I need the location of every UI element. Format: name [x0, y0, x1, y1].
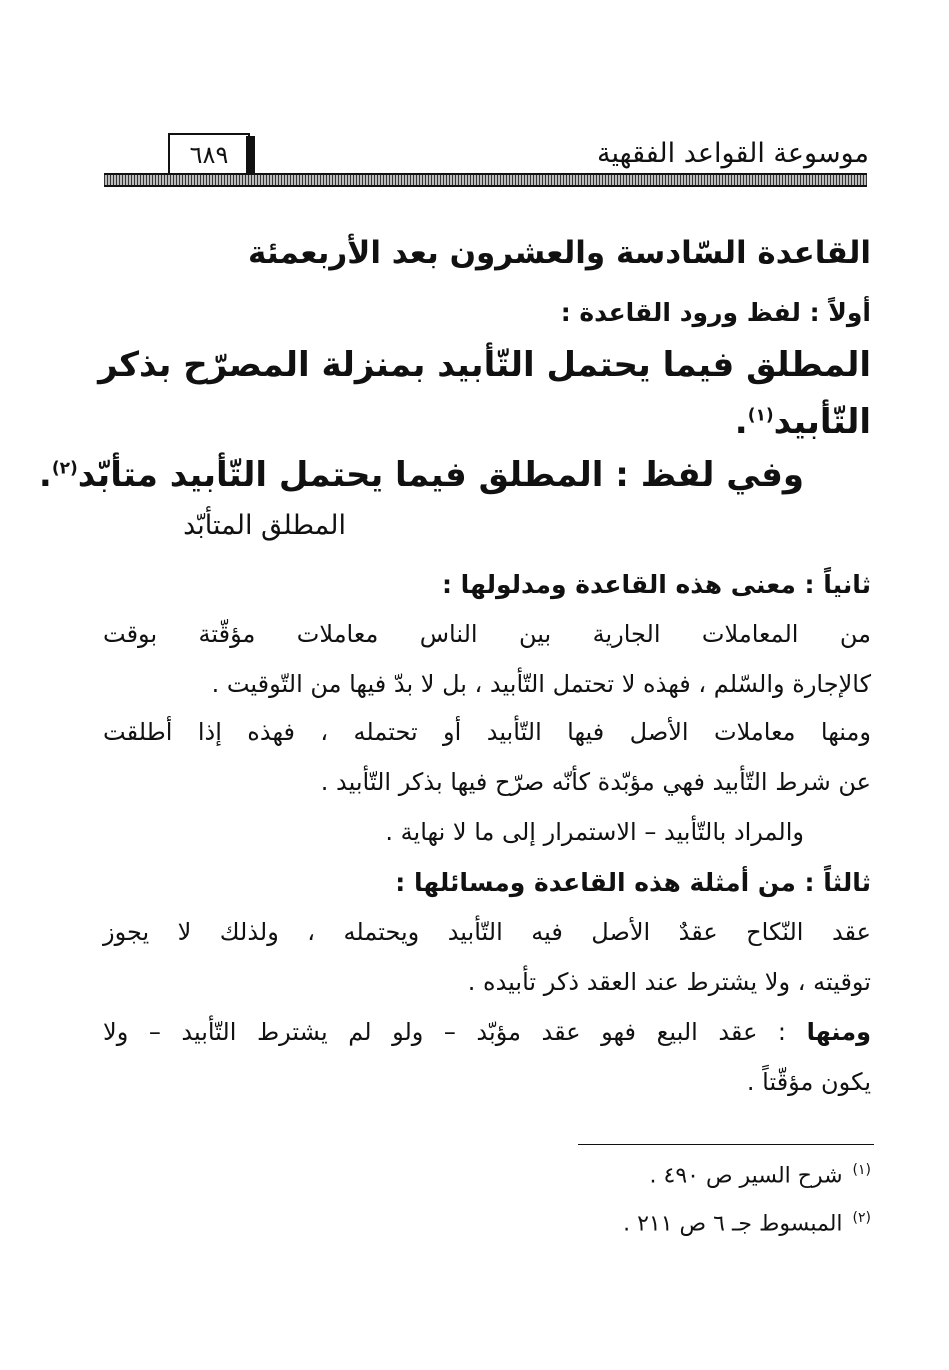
section3-example2-line2: يكون مؤقّتاً . [746, 1068, 871, 1096]
alt-wording-text: وفي لفظ : المطلق فيما يحتمل التّأبيد متأبّد [77, 455, 804, 495]
rule-text-line1: المطلق فيما يحتمل التّأبيد بمنزلة المصرّح بذكر [98, 345, 871, 385]
example2-lead: ومنها [806, 1018, 871, 1046]
handwritten-note: المطلق المتأبّد [183, 510, 346, 541]
footnote-ref-1[interactable]: (١) [747, 405, 774, 426]
rule-text-line2-text: التّأبيد [773, 402, 871, 442]
section3-heading: ثالثاً : من أمثلة هذه القاعدة ومسائلها : [395, 868, 871, 897]
alt-wording-end: . [38, 455, 52, 495]
section2-line4: عن شرط التّأبيد فهي مؤبّدة كأنّه صرّح فيها بذكر التّأبيد . [320, 768, 871, 796]
section1-heading: أولاً : لفظ ورود القاعدة : [560, 298, 871, 327]
page-number-shadow [246, 136, 255, 176]
footnote-2-text: المبسوط جـ ٦ ص ٢١١ . [623, 1211, 843, 1237]
footnote-2-mark: (٢) [852, 1210, 871, 1226]
section3-example2 [103, 1018, 871, 1046]
rule-text-line2 [735, 402, 871, 442]
rule-title: القاعدة السّادسة والعشرون بعد الأربعمئة [248, 235, 871, 271]
footnote-1 [650, 1162, 872, 1188]
section3-line2: توقيته ، ولا يشترط عند العقد ذكر تأبيده . [467, 968, 871, 996]
page-number: ٦٨٩ [168, 133, 250, 177]
rule-text-line2-end: . [734, 402, 748, 442]
section2-heading: ثانياً : معنى هذه القاعدة ومدلولها : [441, 570, 871, 599]
footnote-ref-2[interactable]: (٢) [51, 458, 78, 479]
section2-line3: ومنها معاملات الأصل فيها التّأبيد أو تحتمله ، فهذه إذا أطلقت [103, 718, 871, 746]
section2-line5: والمراد بالتّأبيد – الاستمرار إلى ما لا نهاية . [385, 818, 804, 846]
footnote-separator [578, 1144, 874, 1145]
section3-line1: عقد النّكاح عقدٌ الأصل فيه التّأبيد ويحتمله ، ولذلك لا يجوز [103, 918, 871, 946]
section2-line2: كالإجارة والسّلم ، فهذه لا تحتمل التّأبيد ، بل لا بدّ فيها من التّوقيت . [211, 670, 871, 698]
footnote-2 [623, 1210, 871, 1236]
section2-line1: من المعاملات الجارية بين الناس معاملات مؤقّتة بوقت [103, 620, 871, 648]
footnote-1-text: شرح السير ص ٤٩٠ . [649, 1163, 843, 1189]
alt-wording [39, 455, 804, 495]
running-header-title: موسوعة القواعد الفقهية [597, 138, 869, 169]
header-rule [104, 173, 867, 187]
footnote-1-mark: (١) [852, 1162, 871, 1178]
example2-rest: : عقد البيع فهو عقد مؤبّد – ولو لم يشترط التّأبيد – ولا [103, 1018, 807, 1046]
